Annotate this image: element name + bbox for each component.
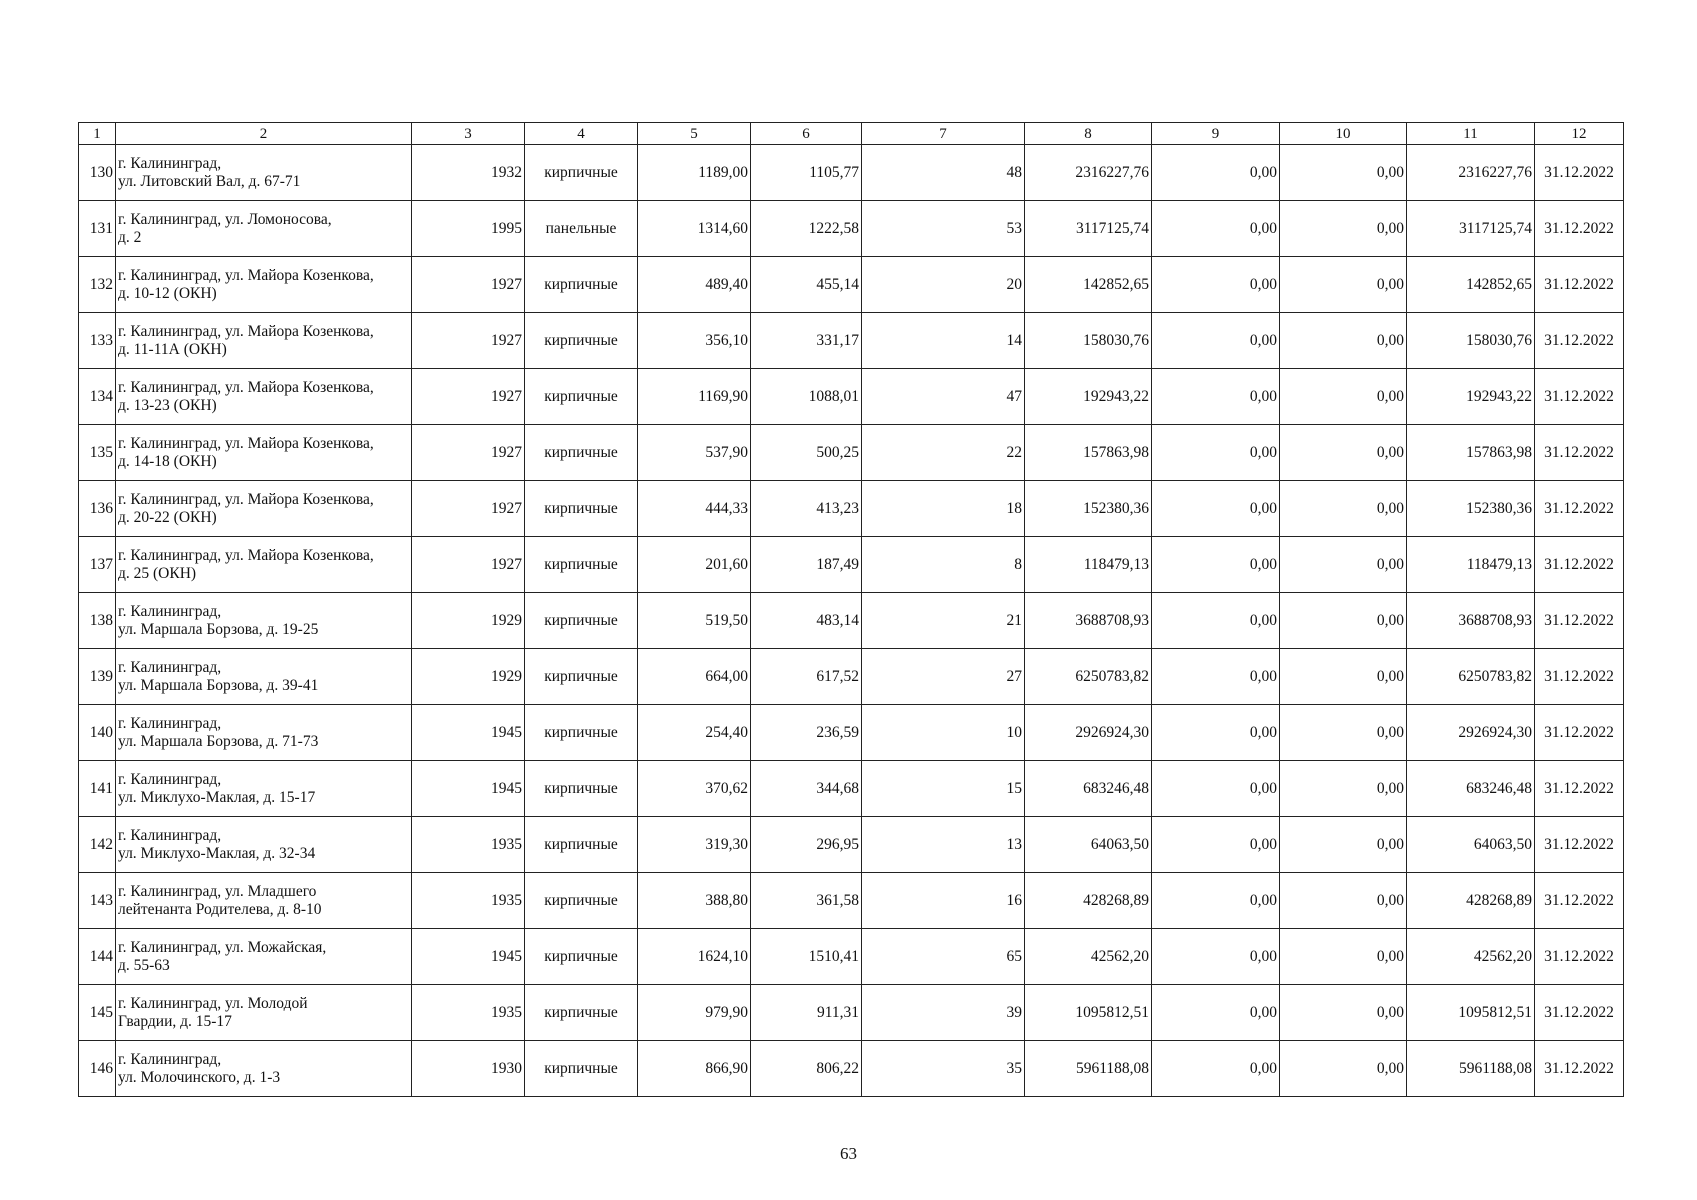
col10-cell: 0,00 [1280, 649, 1407, 705]
material-cell: кирпичные [525, 481, 638, 537]
row-number: 133 [79, 313, 116, 369]
col6-cell: 806,22 [751, 1041, 862, 1097]
col5-cell: 444,33 [638, 481, 751, 537]
date-cell: 31.12.2022 [1535, 817, 1624, 873]
col8-cell: 2316227,76 [1025, 145, 1152, 201]
material-cell: кирпичные [525, 817, 638, 873]
column-header: 7 [862, 123, 1025, 145]
address-cell: г. Калининград, ул. Майора Козенкова, д. 14-18 (ОКН) [116, 425, 412, 481]
col9-cell: 0,00 [1152, 873, 1280, 929]
year-cell: 1927 [412, 257, 525, 313]
row-number: 140 [79, 705, 116, 761]
address-cell: г. Калининград, ул. Молодой Гвардии, д. 15-17 [116, 985, 412, 1041]
col6-cell: 187,49 [751, 537, 862, 593]
col11-cell: 428268,89 [1407, 873, 1535, 929]
col9-cell: 0,00 [1152, 593, 1280, 649]
date-cell: 31.12.2022 [1535, 145, 1624, 201]
col7-cell: 13 [862, 817, 1025, 873]
col5-cell: 1314,60 [638, 201, 751, 257]
col8-cell: 1095812,51 [1025, 985, 1152, 1041]
column-header: 1 [79, 123, 116, 145]
col6-cell: 1088,01 [751, 369, 862, 425]
year-cell: 1935 [412, 873, 525, 929]
col5-cell: 866,90 [638, 1041, 751, 1097]
col11-cell: 192943,22 [1407, 369, 1535, 425]
header-row [79, 123, 1624, 145]
table-row [79, 929, 1624, 985]
col9-cell: 0,00 [1152, 537, 1280, 593]
address-cell: г. Калининград, ул. Майора Козенкова, д. 10-12 (ОКН) [116, 257, 412, 313]
material-cell: кирпичные [525, 761, 638, 817]
col10-cell: 0,00 [1280, 201, 1407, 257]
col5-cell: 319,30 [638, 817, 751, 873]
col5-cell: 489,40 [638, 257, 751, 313]
col11-cell: 2926924,30 [1407, 705, 1535, 761]
date-cell: 31.12.2022 [1535, 537, 1624, 593]
date-cell: 31.12.2022 [1535, 313, 1624, 369]
row-number: 132 [79, 257, 116, 313]
col11-cell: 683246,48 [1407, 761, 1535, 817]
column-header: 11 [1407, 123, 1535, 145]
year-cell: 1995 [412, 201, 525, 257]
address-cell: г. Калининград, ул. Майора Козенкова, д. 11-11А (ОКН) [116, 313, 412, 369]
table-row [79, 593, 1624, 649]
table-row [79, 201, 1624, 257]
year-cell: 1929 [412, 649, 525, 705]
col10-cell: 0,00 [1280, 761, 1407, 817]
address-cell: г. Калининград, ул. Маршала Борзова, д. 19-25 [116, 593, 412, 649]
table-row [79, 705, 1624, 761]
column-header: 10 [1280, 123, 1407, 145]
col7-cell: 35 [862, 1041, 1025, 1097]
row-number: 142 [79, 817, 116, 873]
year-cell: 1930 [412, 1041, 525, 1097]
col6-cell: 1222,58 [751, 201, 862, 257]
year-cell: 1929 [412, 593, 525, 649]
year-cell: 1935 [412, 817, 525, 873]
col8-cell: 2926924,30 [1025, 705, 1152, 761]
material-cell: кирпичные [525, 537, 638, 593]
row-number: 131 [79, 201, 116, 257]
col6-cell: 483,14 [751, 593, 862, 649]
col9-cell: 0,00 [1152, 257, 1280, 313]
col8-cell: 118479,13 [1025, 537, 1152, 593]
address-cell: г. Калининград, ул. Миклухо-Маклая, д. 32-34 [116, 817, 412, 873]
col10-cell: 0,00 [1280, 873, 1407, 929]
col10-cell: 0,00 [1280, 257, 1407, 313]
col6-cell: 500,25 [751, 425, 862, 481]
col10-cell: 0,00 [1280, 985, 1407, 1041]
col7-cell: 21 [862, 593, 1025, 649]
row-number: 145 [79, 985, 116, 1041]
col11-cell: 157863,98 [1407, 425, 1535, 481]
col5-cell: 356,10 [638, 313, 751, 369]
col9-cell: 0,00 [1152, 425, 1280, 481]
col5-cell: 201,60 [638, 537, 751, 593]
col6-cell: 344,68 [751, 761, 862, 817]
col10-cell: 0,00 [1280, 369, 1407, 425]
table-row [79, 537, 1624, 593]
table-row [79, 985, 1624, 1041]
date-cell: 31.12.2022 [1535, 873, 1624, 929]
col8-cell: 683246,48 [1025, 761, 1152, 817]
year-cell: 1932 [412, 145, 525, 201]
year-cell: 1927 [412, 425, 525, 481]
address-cell: г. Калининград, ул. Можайская, д. 55-63 [116, 929, 412, 985]
date-cell: 31.12.2022 [1535, 593, 1624, 649]
row-number: 139 [79, 649, 116, 705]
column-header: 3 [412, 123, 525, 145]
table-row [79, 481, 1624, 537]
row-number: 146 [79, 1041, 116, 1097]
material-cell: кирпичные [525, 369, 638, 425]
row-number: 143 [79, 873, 116, 929]
col8-cell: 64063,50 [1025, 817, 1152, 873]
address-cell: г. Калининград, ул. Младшего лейтенанта Родителева, д. 8-10 [116, 873, 412, 929]
col5-cell: 254,40 [638, 705, 751, 761]
col5-cell: 1189,00 [638, 145, 751, 201]
col9-cell: 0,00 [1152, 201, 1280, 257]
table-row [79, 649, 1624, 705]
year-cell: 1935 [412, 985, 525, 1041]
col6-cell: 1105,77 [751, 145, 862, 201]
col11-cell: 6250783,82 [1407, 649, 1535, 705]
col11-cell: 158030,76 [1407, 313, 1535, 369]
col7-cell: 48 [862, 145, 1025, 201]
material-cell: кирпичные [525, 1041, 638, 1097]
material-cell: панельные [525, 201, 638, 257]
col6-cell: 911,31 [751, 985, 862, 1041]
table-body [79, 145, 1624, 1097]
year-cell: 1945 [412, 929, 525, 985]
col6-cell: 455,14 [751, 257, 862, 313]
col11-cell: 3117125,74 [1407, 201, 1535, 257]
col9-cell: 0,00 [1152, 369, 1280, 425]
col11-cell: 152380,36 [1407, 481, 1535, 537]
col6-cell: 1510,41 [751, 929, 862, 985]
date-cell: 31.12.2022 [1535, 705, 1624, 761]
col10-cell: 0,00 [1280, 1041, 1407, 1097]
material-cell: кирпичные [525, 705, 638, 761]
col7-cell: 22 [862, 425, 1025, 481]
table-row [79, 1041, 1624, 1097]
col6-cell: 361,58 [751, 873, 862, 929]
date-cell: 31.12.2022 [1535, 761, 1624, 817]
address-cell: г. Калининград, ул. Маршала Борзова, д. 71-73 [116, 705, 412, 761]
date-cell: 31.12.2022 [1535, 1041, 1624, 1097]
material-cell: кирпичные [525, 145, 638, 201]
col7-cell: 20 [862, 257, 1025, 313]
col9-cell: 0,00 [1152, 705, 1280, 761]
col7-cell: 16 [862, 873, 1025, 929]
col7-cell: 14 [862, 313, 1025, 369]
col11-cell: 1095812,51 [1407, 985, 1535, 1041]
col7-cell: 27 [862, 649, 1025, 705]
col6-cell: 236,59 [751, 705, 862, 761]
col5-cell: 1624,10 [638, 929, 751, 985]
year-cell: 1945 [412, 705, 525, 761]
col7-cell: 15 [862, 761, 1025, 817]
table-row [79, 425, 1624, 481]
col9-cell: 0,00 [1152, 929, 1280, 985]
col9-cell: 0,00 [1152, 985, 1280, 1041]
row-number: 134 [79, 369, 116, 425]
col7-cell: 18 [862, 481, 1025, 537]
material-cell: кирпичные [525, 929, 638, 985]
col6-cell: 296,95 [751, 817, 862, 873]
col9-cell: 0,00 [1152, 649, 1280, 705]
address-cell: г. Калининград, ул. Майора Козенкова, д. 25 (ОКН) [116, 537, 412, 593]
column-header: 5 [638, 123, 751, 145]
col7-cell: 8 [862, 537, 1025, 593]
col7-cell: 47 [862, 369, 1025, 425]
col10-cell: 0,00 [1280, 145, 1407, 201]
col9-cell: 0,00 [1152, 313, 1280, 369]
date-cell: 31.12.2022 [1535, 481, 1624, 537]
address-cell: г. Калининград, ул. Молочинского, д. 1-3 [116, 1041, 412, 1097]
col10-cell: 0,00 [1280, 481, 1407, 537]
col8-cell: 192943,22 [1025, 369, 1152, 425]
col5-cell: 979,90 [638, 985, 751, 1041]
table-row [79, 369, 1624, 425]
col9-cell: 0,00 [1152, 1041, 1280, 1097]
date-cell: 31.12.2022 [1535, 257, 1624, 313]
address-cell: г. Калининград, ул. Майора Козенкова, д. 13-23 (ОКН) [116, 369, 412, 425]
table-row [79, 817, 1624, 873]
col5-cell: 664,00 [638, 649, 751, 705]
col8-cell: 6250783,82 [1025, 649, 1152, 705]
col5-cell: 1169,90 [638, 369, 751, 425]
material-cell: кирпичные [525, 985, 638, 1041]
table-row [79, 873, 1624, 929]
col11-cell: 5961188,08 [1407, 1041, 1535, 1097]
table-row [79, 761, 1624, 817]
col7-cell: 65 [862, 929, 1025, 985]
col6-cell: 413,23 [751, 481, 862, 537]
address-cell: г. Калининград, ул. Миклухо-Маклая, д. 15-17 [116, 761, 412, 817]
address-cell: г. Калининград, ул. Майора Козенкова, д. 20-22 (ОКН) [116, 481, 412, 537]
column-header: 8 [1025, 123, 1152, 145]
col11-cell: 3688708,93 [1407, 593, 1535, 649]
date-cell: 31.12.2022 [1535, 985, 1624, 1041]
col8-cell: 428268,89 [1025, 873, 1152, 929]
col11-cell: 118479,13 [1407, 537, 1535, 593]
page-number: 63 [840, 1144, 857, 1163]
date-cell: 31.12.2022 [1535, 649, 1624, 705]
column-header: 9 [1152, 123, 1280, 145]
col8-cell: 5961188,08 [1025, 1041, 1152, 1097]
data-table [78, 122, 1624, 1097]
col7-cell: 10 [862, 705, 1025, 761]
col9-cell: 0,00 [1152, 145, 1280, 201]
col10-cell: 0,00 [1280, 313, 1407, 369]
year-cell: 1927 [412, 313, 525, 369]
year-cell: 1945 [412, 761, 525, 817]
col8-cell: 142852,65 [1025, 257, 1152, 313]
col9-cell: 0,00 [1152, 761, 1280, 817]
date-cell: 31.12.2022 [1535, 369, 1624, 425]
column-header: 2 [116, 123, 412, 145]
row-number: 138 [79, 593, 116, 649]
col10-cell: 0,00 [1280, 537, 1407, 593]
material-cell: кирпичные [525, 873, 638, 929]
table-row [79, 257, 1624, 313]
col8-cell: 152380,36 [1025, 481, 1152, 537]
row-number: 130 [79, 145, 116, 201]
row-number: 144 [79, 929, 116, 985]
date-cell: 31.12.2022 [1535, 425, 1624, 481]
col11-cell: 64063,50 [1407, 817, 1535, 873]
col10-cell: 0,00 [1280, 929, 1407, 985]
table-row [79, 313, 1624, 369]
col8-cell: 3117125,74 [1025, 201, 1152, 257]
row-number: 136 [79, 481, 116, 537]
col5-cell: 370,62 [638, 761, 751, 817]
col11-cell: 42562,20 [1407, 929, 1535, 985]
col11-cell: 2316227,76 [1407, 145, 1535, 201]
col10-cell: 0,00 [1280, 817, 1407, 873]
material-cell: кирпичные [525, 425, 638, 481]
col9-cell: 0,00 [1152, 481, 1280, 537]
material-cell: кирпичные [525, 313, 638, 369]
col8-cell: 158030,76 [1025, 313, 1152, 369]
col10-cell: 0,00 [1280, 425, 1407, 481]
row-number: 137 [79, 537, 116, 593]
address-cell: г. Калининград, ул. Маршала Борзова, д. 39-41 [116, 649, 412, 705]
row-number: 141 [79, 761, 116, 817]
col8-cell: 42562,20 [1025, 929, 1152, 985]
column-header: 6 [751, 123, 862, 145]
col7-cell: 39 [862, 985, 1025, 1041]
col8-cell: 157863,98 [1025, 425, 1152, 481]
column-header: 12 [1535, 123, 1624, 145]
col6-cell: 331,17 [751, 313, 862, 369]
col9-cell: 0,00 [1152, 817, 1280, 873]
column-header: 4 [525, 123, 638, 145]
material-cell: кирпичные [525, 649, 638, 705]
year-cell: 1927 [412, 537, 525, 593]
year-cell: 1927 [412, 481, 525, 537]
material-cell: кирпичные [525, 593, 638, 649]
col11-cell: 142852,65 [1407, 257, 1535, 313]
table-row [79, 145, 1624, 201]
col10-cell: 0,00 [1280, 593, 1407, 649]
row-number: 135 [79, 425, 116, 481]
col5-cell: 388,80 [638, 873, 751, 929]
col5-cell: 519,50 [638, 593, 751, 649]
date-cell: 31.12.2022 [1535, 929, 1624, 985]
col7-cell: 53 [862, 201, 1025, 257]
col6-cell: 617,52 [751, 649, 862, 705]
col8-cell: 3688708,93 [1025, 593, 1152, 649]
address-cell: г. Калининград, ул. Ломоносова, д. 2 [116, 201, 412, 257]
address-cell: г. Калининград, ул. Литовский Вал, д. 67-71 [116, 145, 412, 201]
col10-cell: 0,00 [1280, 705, 1407, 761]
date-cell: 31.12.2022 [1535, 201, 1624, 257]
col5-cell: 537,90 [638, 425, 751, 481]
material-cell: кирпичные [525, 257, 638, 313]
year-cell: 1927 [412, 369, 525, 425]
